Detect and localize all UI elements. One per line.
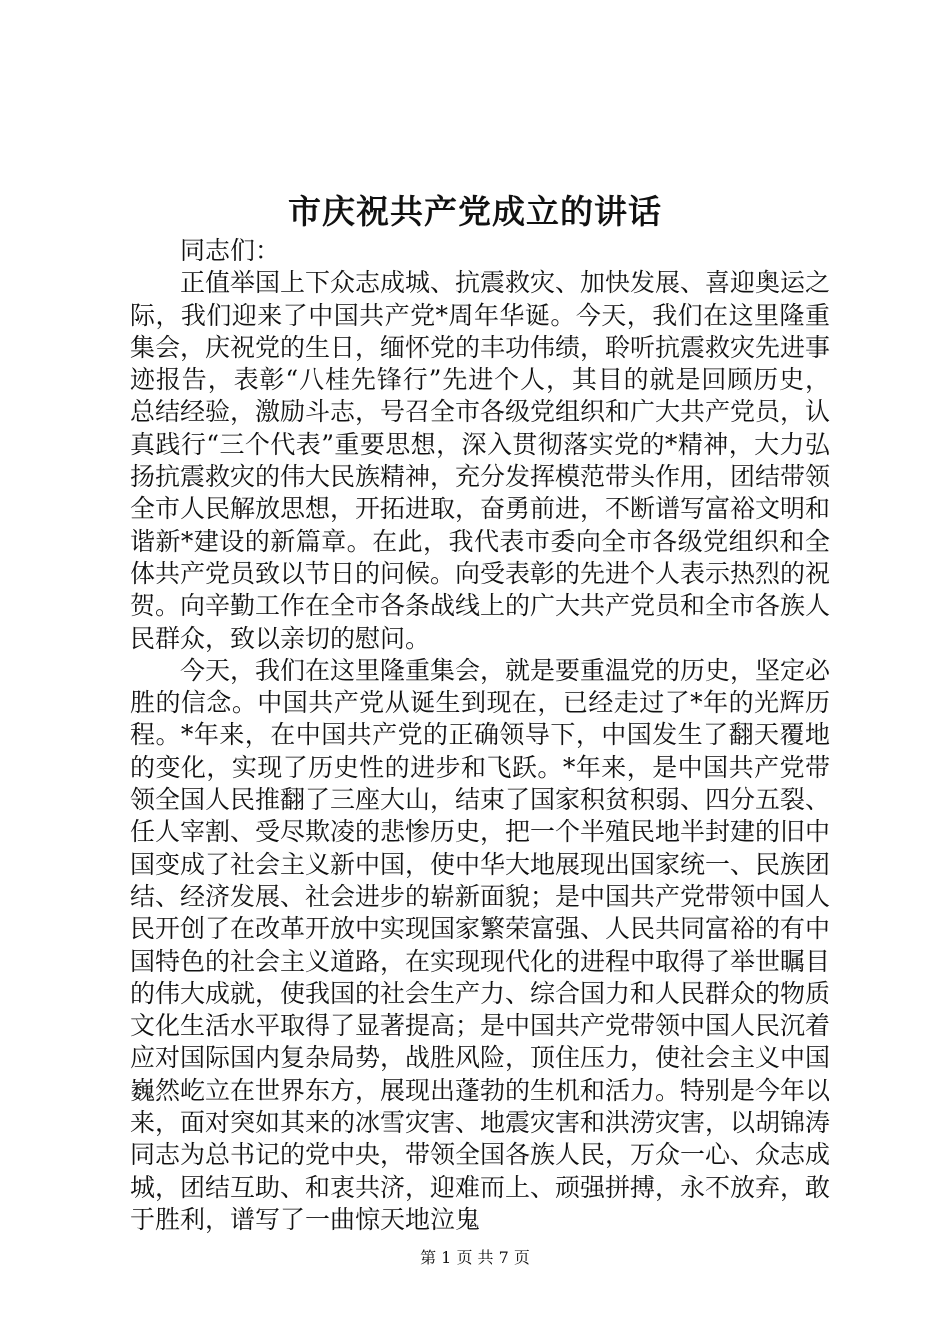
- salutation: 同志们：: [180, 236, 281, 265]
- paragraph-1: 正值举国上下众志成城、抗震救灾、加快发展、喜迎奥运之际，我们迎来了中国共产党*周年华诞。今天，我们在这里隆重集会，庆祝党的生日，缅怀党的丰功伟绩，聆听抗震救灾先进事迹报告，表彰“八桂先锋行”先进个人，其目的就是回顾历史，总结经验，激励斗志，号召全市各级党组织和广大共产党员，认真践行“三个代表”重要思想，深入贯彻落实党的*精神，大力弘扬抗震救灾的伟大民族精神，充分发挥模范带头作用，团结带领全市人民解放思想，开拓进取，奋勇前进，不断谱写富裕文明和谐新*建设的新篇章。在此，我代表市委向全市各级党组织和全体共产党员致以节日的问候。向受表彰的先进个人表示热烈的祝贺。向辛勤工作在全市各条战线上的广大共产党员和全市各族人民群众，致以亲切的慰问。: [130, 268, 831, 653]
- paragraph-2: 今天，我们在这里隆重集会，就是要重温党的历史，坚定必胜的信念。中国共产党从诞生到现在，已经走过了*年的光辉历程。*年来，在中国共产党的正确领导下，中国发生了翻天覆地的变化，实现了历史性的进步和飞跃。*年来，是中国共产党带领全国人民推翻了三座大山，结束了国家积贫积弱、四分五裂、任人宰割、受尽欺凌的悲惨历史，把一个半殖民地半封建的旧中国变成了社会主义新中国，使中华大地展现出国家统一、民族团结、经济发展、社会进步的崭新面貌；是中国共产党带领中国人民开创了在改革开放中实现国家繁荣富强、人民共同富裕的有中国特色的社会主义道路，在实现现代化的进程中取得了举世瞩目的伟大成就，使我国的社会生产力、综合国力和人民群众的物质文化生活水平取得了显著提高；是中国共产党带领中国人民沉着应对国际国内复杂局势，战胜风险，顶住压力，使社会主义中国巍然屹立在世界东方，展现出蓬勃的生机和活力。特别是今年以来，面对突如其来的冰雪灾害、地震灾害和洪涝灾害，以胡锦涛同志为总书记的党中央，带领全国各族人民，万众一心、众志成城，团结互助、和衷共济，迎难而上、顽强拼搏，永不放弃，敢于胜利，谱写了一曲惊天地泣鬼: [130, 655, 831, 1234]
- document-title: 市庆祝共产党成立的讲话: [288, 192, 662, 231]
- document-body: [130, 235, 830, 1236]
- page-footer: 第 1 页 共 7 页: [420, 1248, 530, 1267]
